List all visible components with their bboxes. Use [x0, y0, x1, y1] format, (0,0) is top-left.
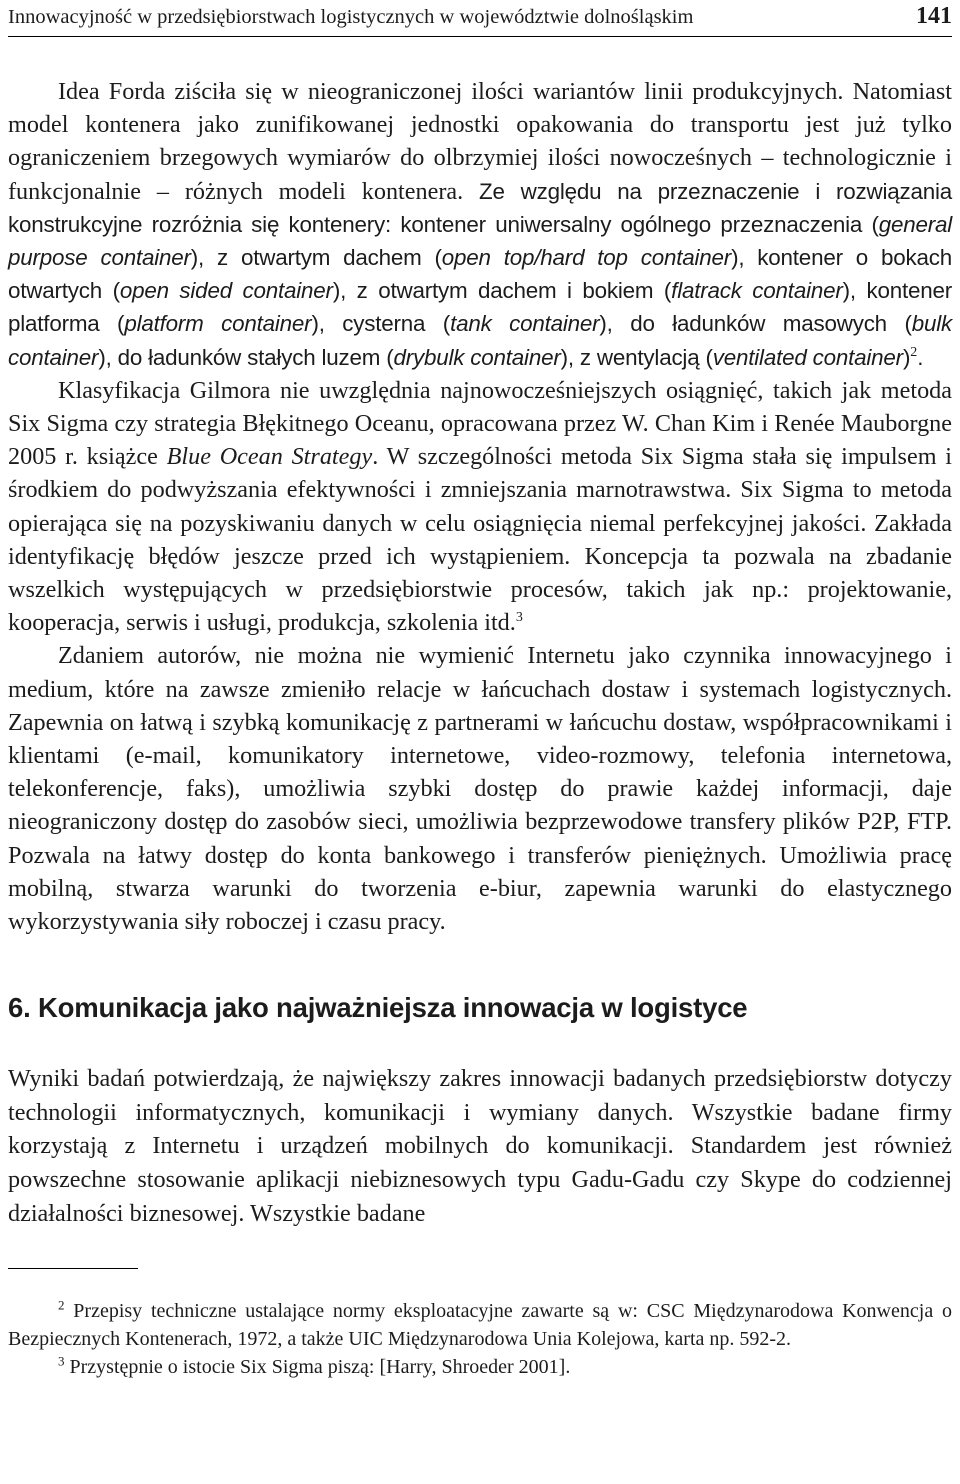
paragraph-1-part-7: ), z otwartym dachem i bokiem ( [332, 278, 672, 304]
paragraph-1-part-1: Ze względu na przeznaczenie i rozwiązania konstrukcyjne rozróżnia się kontenery: kontener uniwersalny ogólnego przeznaczenia ( [8, 178, 952, 237]
paragraph-2-part-0: Klasyfikacja Gilmora nie uwzględnia najnowocześniejszych osiągnięć, takich jak metoda Six Sigma czy strategia Błękitnego Oceanu, opracowana przez W. Chan Kim i Renée Mauborgne 2005 r. książce [8, 376, 952, 471]
term-tank: tank container [450, 311, 600, 337]
paragraph-1-part-3: ), z otwartym dachem ( [190, 245, 442, 271]
paragraph-1-part-17: ), z wentylacją ( [560, 344, 713, 370]
book-title: Blue Ocean Strategy [166, 443, 373, 471]
footnote-divider [8, 1268, 138, 1269]
section-text [8, 1062, 952, 1230]
paragraph-1-part-5: ), kontener o bokach otwartych ( [8, 245, 952, 304]
footnote-2 [8, 1297, 952, 1353]
paragraph-1-part-15: ), do ładunków stałych luzem ( [98, 344, 394, 370]
footnote-3 [8, 1353, 952, 1381]
term-drybulk: drybulk container [393, 344, 561, 370]
term-general-purpose: general purpose container [8, 211, 952, 271]
paragraph-1-part-19: ) [902, 344, 911, 370]
paragraph-1 [8, 75, 952, 374]
paragraph-1-part-11: ), cysterna ( [311, 311, 451, 337]
page-number: 141 [916, 3, 952, 29]
footnote-ref-2[interactable]: 2 [910, 344, 918, 360]
term-bulk: bulk container [8, 311, 952, 370]
body-text [8, 75, 952, 938]
running-title: Innowacyjność w przedsiębiorstwach logistycznych w województwie dolnośląskim [8, 6, 694, 28]
footnote-number: 2 [58, 1297, 65, 1313]
running-header [8, 2, 952, 37]
term-open-top: open top/hard top container [441, 245, 732, 271]
term-platform: platform container [124, 311, 312, 337]
section-paragraph: Wyniki badań potwierdzają, że największy zakres innowacji badanych przedsiębiorstw dotyczy technologii informatycznych, komunikacji i wymiany danych. Wszystkie badane firmy korzystają z Internetu i urządzeń mobilnych do komunikacji. Standardem jest również powszechne stosowanie aplikacji niebiznesowych typu Gadu-Gadu czy Skype do codziennej działalności biznesowej. Wszystkie badane [8, 1065, 952, 1227]
paragraph-1-part-21: . [917, 344, 924, 370]
section-heading: 6. Komunikacja jako najważniejsza innowacja w logistyce [8, 992, 748, 1024]
term-ventilated: ventilated container [712, 344, 903, 370]
paragraph-1-part-0: Idea Forda ziściła się w nieograniczonej ilości wariantów linii produkcyjnych. Natomiast model kontenera jako zunifikowanej jednostki opakowania do transportu jest już tylko ograniczeniem brzegowych wymiarów do olbrzymiej ilości nowocześnych – technologicznie i funkcjonalnie – różnych modeli kontenera. [8, 78, 952, 205]
footnote-ref-3[interactable]: 3 [515, 610, 523, 626]
footnote-number: 3 [58, 1353, 65, 1369]
paragraph-2 [8, 374, 952, 640]
document-page [8, 0, 952, 1381]
paragraph-1-part-13: ), do ładunków masowych ( [599, 311, 912, 337]
term-flatrack: flatrack container [671, 278, 843, 304]
paragraph-2-part-2: . W szczególności metoda Six Sigma stała się impulsem i środkiem do podwyższania efektywności i zmniejszania marnotrawstwa. Six Sigma to metoda opierająca się na pozyskiwaniu danych w celu osiągnięcia niemal perfekcyjnej jakości. Zakłada identyfikację błędów jeszcze przed ich wystąpieniem. Koncepcja ta pozwala na zbadanie wszelkich występujących w przedsiębiorstwie procesów, takich jak np.: projektowanie, kooperacja, serwis i usługi, produkcja, szkolenia itd. [8, 443, 952, 637]
paragraph-1-part-9: ), kontener platforma ( [8, 278, 953, 337]
paragraph-3: Zdaniem autorów, nie można nie wymienić Internetu jako czynnika innowacyjnego i medium, które na zawsze zmieniło relacje w łańcuchach dostaw i systemach logistycznych. Zapewnia on łatwą i szybką komunikację z partnerami w łańcuchu dostaw, współpracownikami i klientami (e-mail, komunikatory internetowe, video-rozmowy, telefonia internetowa, telekonferencje, faks), umożliwia szybki dostęp do prawie każdej informacji, daje nieograniczony dostęp do zasobów sieci, umożliwia bezprzewodowe transfery plików P2P, FTP. Pozwala na łatwy dostęp do konta bankowego i transferów pieniężnych. Umożliwia pracę mobilną, stwarza warunki do tworzenia e-biur, zapewnia warunki do elastycznego wykorzystywania siły roboczej i czasu pracy. [8, 642, 952, 936]
footnote-text: Przystępnie o istocie Six Sigma piszą: [Harry, Shroeder 2001]. [69, 1356, 571, 1379]
footnotes [8, 1297, 952, 1381]
term-open-sided: open sided container [119, 278, 333, 304]
footnote-text: Przepisy techniczne ustalające normy eksploatacyjne zawarte są w: CSC Międzynarodowa Konwencja o Bezpiecznych Kontenerach, 1972, a także UIC Międzynarodowa Unia Kolejowa, karta np. 592-2. [8, 1300, 952, 1351]
